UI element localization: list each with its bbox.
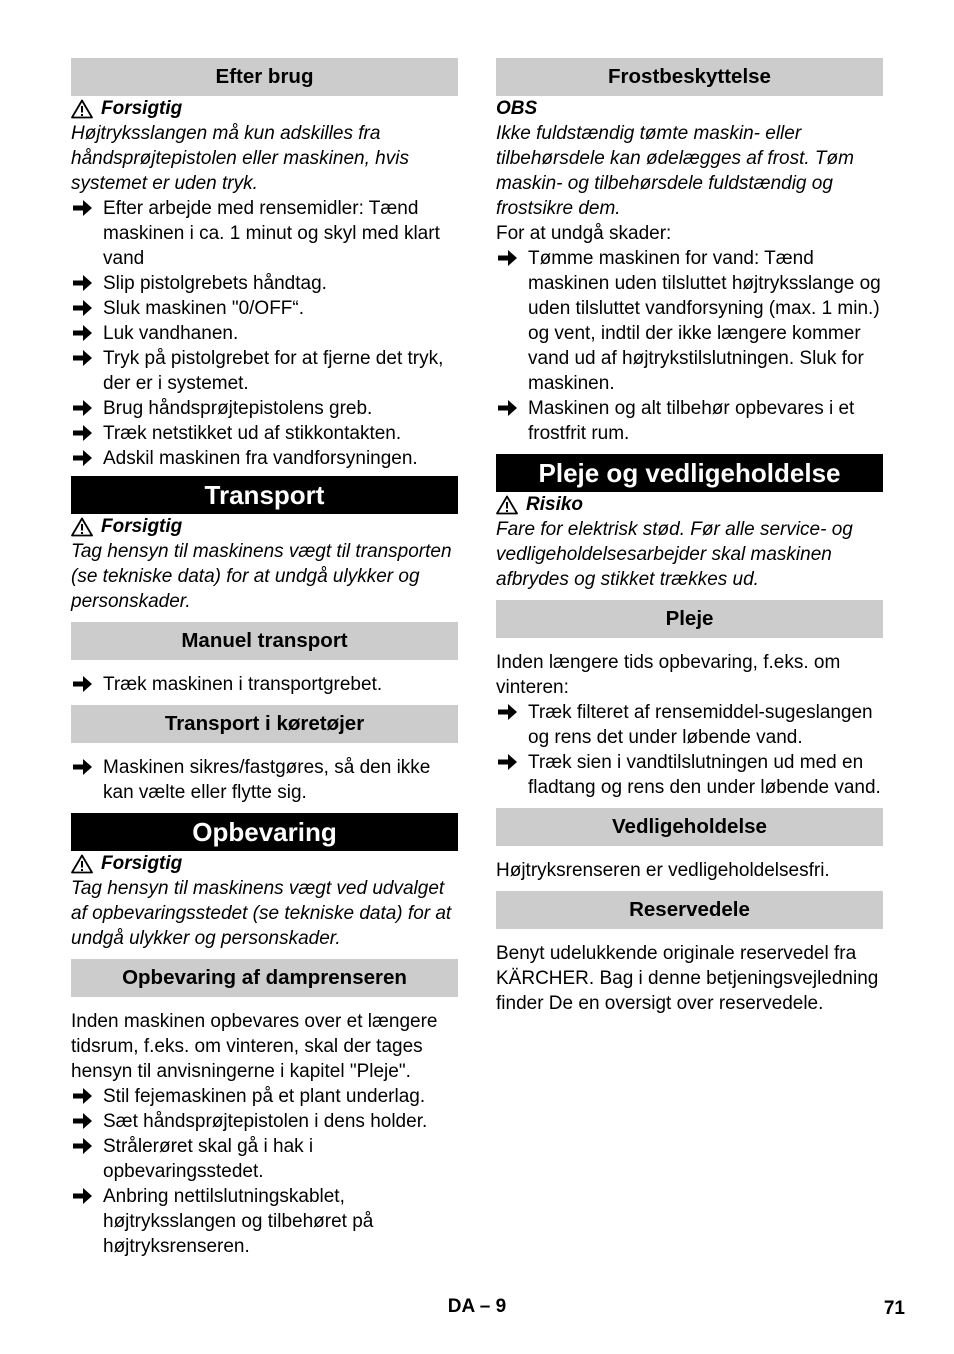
list-item-text: Brug håndsprøjtepistolens greb.	[103, 398, 373, 419]
list-item	[71, 421, 458, 446]
list-item	[71, 296, 458, 321]
list-item-text: Anbring nettilslutningskablet, højtryksslangen og tilbehøret på højtryksrenseren.	[103, 1186, 374, 1257]
instruction-list	[71, 672, 458, 697]
warning-label	[71, 851, 458, 876]
intro-text: Inden maskinen opbevares over et længere tidsrum, f.eks. om vinteren, skal der tages hensyn til anvisningerne i kapitel "Pleje".	[71, 1011, 438, 1082]
intro-text: For at undgå skader:	[496, 223, 672, 244]
list-item-text: Træk maskinen i transportgrebet.	[103, 674, 383, 695]
list-item	[496, 396, 883, 446]
section-heading-transport-i-koretojer: Transport i køretøjer	[71, 705, 458, 743]
section-heading-reservedele: Reservedele	[496, 891, 883, 929]
page-number: 71	[883, 1298, 905, 1319]
list-item-text: Tryk på pistolgrebet for at fjerne det tryk, der er i systemet.	[103, 348, 444, 394]
list-item-text: Stil fejemaskinen på et plant underlag.	[103, 1086, 426, 1107]
arrow-right-icon	[73, 1137, 93, 1155]
section-heading-vedligeholdelse: Vedligeholdelse	[496, 808, 883, 846]
arrow-right-icon	[73, 449, 93, 467]
arrow-right-icon	[73, 675, 93, 693]
list-item	[496, 700, 883, 750]
section-heading-opbevaring-damprenseren: Opbevaring af damprenseren	[71, 959, 458, 997]
list-item-text: Træk filteret af rensemiddel-sugeslangen og rens det under løbende vand.	[528, 702, 873, 748]
list-item	[71, 755, 458, 805]
warning-label-text: Forsigtig	[101, 98, 183, 119]
warning-text: Tag hensyn til maskinens vægt ved udvalget af opbevaringsstedet (se tekniske data) for at undgå ulykker og personskader.	[71, 878, 452, 949]
warning-label-text: Forsigtig	[101, 853, 183, 874]
arrow-right-icon	[498, 249, 518, 267]
list-item	[71, 1109, 458, 1134]
warning-triangle-icon	[71, 854, 93, 874]
list-item	[71, 446, 458, 471]
list-item-text: Sluk maskinen "0/OFF“.	[103, 298, 305, 319]
instruction-list	[71, 755, 458, 805]
note-text: Ikke fuldstændig tømte maskin- eller tilbehørsdele kan ødelægges af frost. Tøm maskin- og tilbehørsdele fuldstændig og frostsikre dem.	[496, 123, 854, 219]
list-item-text: Efter arbejde med rensemidler: Tænd maskinen i ca. 1 minut og skyl med klart vand	[103, 198, 440, 269]
arrow-right-icon	[73, 424, 93, 442]
page-label: DA – 9	[447, 1296, 507, 1317]
list-item	[71, 1084, 458, 1109]
list-item-text: Slip pistolgrebets håndtag.	[103, 273, 327, 294]
arrow-right-icon	[73, 758, 93, 776]
list-item	[71, 196, 458, 271]
list-item	[71, 321, 458, 346]
arrow-right-icon	[498, 399, 518, 417]
arrow-right-icon	[73, 199, 93, 217]
list-item	[71, 1134, 458, 1184]
arrow-right-icon	[73, 299, 93, 317]
list-item	[71, 271, 458, 296]
arrow-right-icon	[73, 1087, 93, 1105]
section-heading-efter-brug: Efter brug	[71, 58, 458, 96]
list-item	[496, 246, 883, 396]
arrow-right-icon	[498, 753, 518, 771]
list-item	[71, 1184, 458, 1259]
instruction-list	[71, 196, 458, 471]
left-column	[71, 58, 458, 1259]
warning-triangle-icon	[71, 517, 93, 537]
list-item-text: Træk netstikket ud af stikkontakten.	[103, 423, 402, 444]
list-item-text: Maskinen sikres/fastgøres, så den ikke kan vælte eller flytte sig.	[103, 757, 431, 803]
arrow-right-icon	[498, 703, 518, 721]
chapter-heading-transport: Transport	[71, 476, 458, 514]
warning-text: Fare for elektrisk stød. Før alle service- og vedligeholdelsesarbejder skal maskinen afbrydes og stikket trækkes ud.	[496, 519, 853, 590]
list-item-text: Maskinen og alt tilbehør opbevares i et frostfrit rum.	[528, 398, 855, 444]
section-heading-frostbeskyttelse: Frostbeskyttelse	[496, 58, 883, 96]
list-item	[71, 396, 458, 421]
list-item-text: Adskil maskinen fra vandforsyningen.	[103, 448, 418, 469]
warning-label	[71, 96, 458, 121]
arrow-right-icon	[73, 349, 93, 367]
warning-label-text: Forsigtig	[101, 516, 183, 537]
warning-text: Tag hensyn til maskinens vægt til transporten (se tekniske data) for at undgå ulykker og personskader.	[71, 541, 452, 612]
arrow-right-icon	[73, 274, 93, 292]
list-item-text: Strålerøret skal gå i hak i opbevaringsstedet.	[103, 1136, 314, 1182]
chapter-heading-pleje-og-vedligeholdelse: Pleje og vedligeholdelse	[496, 454, 883, 492]
arrow-right-icon	[73, 1112, 93, 1130]
warning-label-text: Risiko	[526, 494, 584, 515]
list-item-text: Tømme maskinen for vand: Tænd maskinen uden tilsluttet højtryksslange og uden tilsluttet vandforsyning (max. 1 min.) og vent, indtil der ikke længere kommer vand ud af højtrykstilslutningen. Sluk for maskinen.	[528, 248, 881, 394]
section-heading-pleje: Pleje	[496, 600, 883, 638]
section-heading-manuel-transport: Manuel transport	[71, 622, 458, 660]
list-item	[496, 750, 883, 800]
instruction-list	[496, 700, 883, 800]
warning-triangle-icon	[71, 99, 93, 119]
list-item	[71, 672, 458, 697]
warning-triangle-icon	[496, 495, 518, 515]
list-item-text: Træk sien i vandtilslutningen ud med en fladtang og rens den under løbende vand.	[528, 752, 881, 798]
arrow-right-icon	[73, 1187, 93, 1205]
list-item-text: Luk vandhanen.	[103, 323, 239, 344]
arrow-right-icon	[73, 324, 93, 342]
warning-text: Højtryksslangen må kun adskilles fra håndsprøjtepistolen eller maskinen, hvis systemet er uden tryk.	[71, 123, 409, 194]
list-item	[71, 346, 458, 396]
warning-label	[496, 492, 883, 517]
note-label: OBS	[496, 98, 538, 119]
instruction-list	[496, 246, 883, 446]
chapter-heading-opbevaring: Opbevaring	[71, 813, 458, 851]
list-item-text: Sæt håndsprøjtepistolen i dens holder.	[103, 1111, 428, 1132]
body-text: Benyt udelukkende originale reservedel fra KÄRCHER. Bag i denne betjeningsvejledning finder De en oversigt over reservedele.	[496, 943, 879, 1014]
instruction-list	[71, 1084, 458, 1259]
intro-text: Inden længere tids opbevaring, f.eks. om vinteren:	[496, 652, 841, 698]
body-text: Højtryksrenseren er vedligeholdelsesfri.	[496, 860, 830, 881]
right-column	[496, 58, 883, 1016]
arrow-right-icon	[73, 399, 93, 417]
warning-label	[71, 514, 458, 539]
